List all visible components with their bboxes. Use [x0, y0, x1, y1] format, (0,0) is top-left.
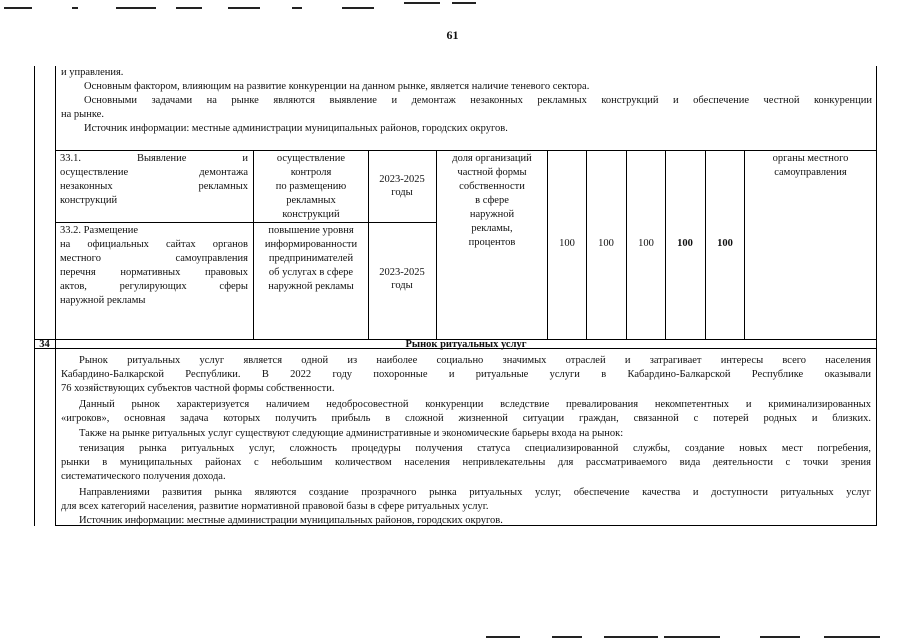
item-33-1-period: 2023-2025 годы	[379, 174, 425, 199]
intro-line: Источник информации: местные администрации муниципальных районов, городских округов.	[84, 123, 508, 134]
responsible-line: самоуправления	[774, 167, 847, 178]
body-line: 76 хозяйствующих субъектов частной формы собственности.	[61, 383, 335, 394]
body-line: Направлениями развития рынка являются создание прозрачного рынка ритуальных услуг, обеспечение качества и доступности ритуальных услуг	[79, 487, 871, 498]
section-number: 34	[39, 339, 50, 350]
indicator-value: 100	[638, 238, 654, 249]
scan-artifact	[404, 2, 440, 4]
item-name-line: актов, регулирующих сферы	[60, 281, 248, 292]
indicator-line: собственности	[459, 181, 525, 192]
body-line: тенизация рынка ритуальных услуг, сложность процедуры получения статуса специализированной службы, создание новых мест погребения,	[79, 443, 871, 454]
intro-line: Основными задачами на рынке являются выявление и демонтаж незаконных рекламных конструкций и обеспечение честной конкуренции	[84, 95, 872, 106]
scan-artifact	[664, 636, 720, 638]
scan-artifact	[176, 7, 202, 9]
table-rule	[55, 222, 436, 223]
item-name-line: 33.1. Выявление и	[60, 153, 248, 164]
item-name-line: осуществление демонтажа	[60, 167, 248, 178]
indicator-value: 100	[717, 238, 733, 249]
body-line: «игроков», основная задача которых получить прибыль в сложной жизненной ситуации граждан, связанной с потерей родных и близких.	[61, 413, 871, 424]
item-name-line: 33.2. Размещение	[60, 225, 139, 236]
item-name-line: перечня нормативных правовых	[60, 267, 248, 278]
table-border	[34, 66, 35, 526]
indicator-value: 100	[677, 238, 693, 249]
table-border	[55, 66, 56, 526]
intro-line: и управления.	[61, 67, 124, 78]
scan-artifact	[604, 636, 658, 638]
body-line: Кабардино-Балкарской Республики. В 2022 году похоронные и ритуальные услуги в Кабардино-Балкарской Республике оказывали	[61, 369, 871, 380]
item-name-line: местного самоуправления	[60, 253, 248, 264]
intro-line: Основным фактором, влияющим на развитие конкуренции на данном рынке, является наличие теневого сектора.	[84, 81, 590, 92]
item-result-line: по размещению	[275, 181, 347, 192]
scan-artifact	[4, 7, 32, 9]
body-line: для всех категорий населения, развитие нормативной правовой базы в сфере ритуальных услуг.	[61, 501, 489, 512]
item-name-line: наружной рекламы	[60, 295, 146, 306]
table-rule	[368, 150, 369, 340]
body-line: Рынок ритуальных услуг является одной из наиболее социально значимых отраслей и затрагивает интересы всего населения	[79, 355, 871, 366]
scan-artifact	[552, 636, 582, 638]
indicator-value: 100	[559, 238, 575, 249]
item-result-line: об услугах в сфере	[268, 267, 354, 278]
item-result-line: наружной рекламы	[268, 281, 354, 292]
indicator-line: рекламы,	[471, 223, 513, 234]
table-rule	[547, 150, 548, 340]
page-number: 61	[446, 28, 459, 42]
item-result-line: предпринимателей	[268, 253, 354, 264]
item-name-line: на официальных сайтах органов	[60, 239, 248, 250]
body-line: Данный рынок характеризуется наличием недобросовестной конкуренции вследствие превалирования некомпетентных и криминализированных	[79, 399, 871, 410]
table-rule	[665, 150, 666, 340]
responsible-line: органы местного	[772, 153, 849, 164]
indicator-value: 100	[598, 238, 614, 249]
body-line: Также на рынке ритуальных услуг существуют следующие административные и экономические барьеры входа на рынок:	[79, 428, 624, 439]
item-name-line: конструкций	[60, 195, 118, 206]
scan-artifact	[292, 7, 302, 9]
item-result-line: контроля	[290, 167, 332, 178]
scan-artifact	[228, 7, 260, 9]
table-rule	[705, 150, 706, 340]
item-result-line: информированности	[264, 239, 358, 250]
item-33-2-period: 2023-2025 годы	[379, 267, 425, 292]
scan-artifact	[824, 636, 880, 638]
table-rule	[55, 150, 876, 151]
scan-artifact	[486, 636, 520, 638]
scan-artifact	[72, 7, 78, 9]
indicator-line: процентов	[468, 237, 516, 248]
item-result-line: рекламных	[286, 195, 336, 206]
indicator-line: частной формы	[457, 167, 527, 178]
scan-artifact	[342, 7, 374, 9]
scan-artifact	[116, 7, 156, 9]
scan-artifact	[452, 2, 476, 4]
item-result-line: осуществление	[276, 153, 346, 164]
table-rule	[586, 150, 587, 340]
item-result-line: конструкций	[282, 209, 340, 220]
intro-line: на рынке.	[61, 109, 104, 120]
indicator-line: наружной	[469, 209, 515, 220]
indicator-line: в сфере	[475, 195, 509, 206]
item-name-line: незаконных рекламных	[60, 181, 248, 192]
section-title: Рынок ритуальных услуг	[405, 339, 527, 350]
body-line: систематического получения дохода.	[61, 471, 226, 482]
table-border	[876, 66, 877, 526]
body-line: рынки в муниципальных районах с небольшим количеством населения непривлекательны для рассматриваемого вида деятельности с точки зрения	[61, 457, 871, 468]
body-line: Источник информации: местные администрации муниципальных районов, городских округов.	[79, 515, 503, 526]
item-result-line: повышение уровня	[268, 225, 354, 236]
document-table	[34, 66, 877, 526]
scan-artifact	[760, 636, 800, 638]
indicator-line: доля организаций	[452, 153, 532, 164]
table-rule	[626, 150, 627, 340]
